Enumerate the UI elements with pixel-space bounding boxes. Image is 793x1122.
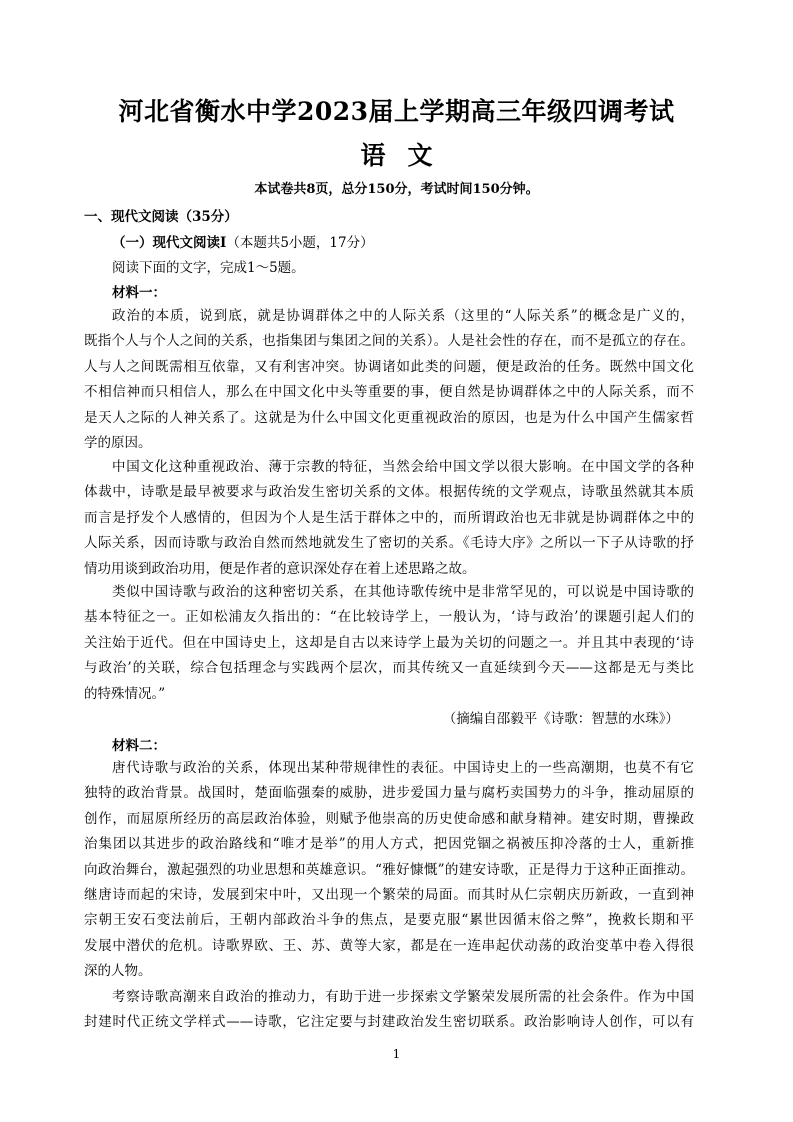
page-number: 1: [392, 1047, 401, 1061]
material2-label: 材料二：: [112, 738, 166, 754]
subsection-note: （本题共5小题，17分）: [226, 235, 374, 251]
text-line: 深的人物。: [84, 963, 152, 980]
exam-info: 本试卷共8页，总分150分，考试时间150分钟。: [254, 182, 539, 197]
text-line: 人与人之间既需相互依靠，又有利害冲突。协调诸如此类的问题，便是政治的任务。既然中国文化: [84, 358, 694, 375]
text-line: 创作，而屈原所经历的高层政治体验，则赋予他崇高的历史使命感和献身精神。建安时期，曹操政: [84, 810, 694, 827]
subject-title: 语文: [360, 141, 455, 170]
text-line: 继唐诗而起的宋诗，发展到宋中叶，又出现一个繁荣的局面。而其时从仁宗朝庆历新政，一直到神: [84, 886, 694, 903]
text-line: 发展中潜伏的危机。诗歌界欧、王、苏、黄等大家，都是在一连串起伏动荡的政治变革中卷入得很: [84, 937, 694, 954]
text-line: 与政治’的关联，综合包括理念与实践两个层次，而其传统又一直延续到今天——这都是无与类比: [84, 660, 694, 677]
text-line: 封建时代正统文学样式——诗歌，它注定要与封建政治发生密切联系。政治影响诗人创作，可以有: [84, 1014, 694, 1031]
text-line: 人际关系，因而诗歌与政治自然而然地就发生了密切的关系。《毛诗大序》之所以一下子从诗歌的抒: [84, 535, 694, 552]
reading-instruction: 阅读下面的文字，完成1～5题。: [112, 260, 305, 276]
text-line: 既指个人与个人之间的关系，也指集团与集团之间的关系）。人是社会性的存在，而不是孤立的存在。: [84, 333, 694, 350]
subsection-title: （一）现代文阅读Ⅰ: [112, 235, 227, 251]
text-line: 的特殊情况。”: [84, 685, 166, 702]
material1-label: 材料一：: [112, 285, 166, 301]
material1-paragraph-2: [84, 455, 694, 582]
section-heading: 一、现代文阅读（35分）: [84, 209, 238, 225]
material2-paragraph-1: [84, 756, 694, 985]
text-line: 独特的政治背景。战国时，楚面临强秦的威胁，进步爱国力量与腐朽卖国势力的斗争，推动屈原的: [84, 785, 694, 802]
subsection-heading: [112, 233, 374, 253]
text-line: 不相信神而只相信人，那么在中国文化中头等重要的事，便自然是协调群体之中的人际关系，而不: [84, 384, 694, 401]
text-line: 考察诗歌高潮来自政治的推动力，有助于进一步探索文学繁荣发展所需的社会条件。作为中国: [112, 989, 694, 1005]
text-line: 是天人之际的人神关系了。这就是为什么中国文化更重视政治的原因，也是为什么中国产生儒家哲: [84, 409, 694, 426]
text-line: 基本特征之一。正如松浦友久指出的：“在比较诗学上，一般认为，‘诗与政治’的课题引起人们的: [84, 609, 694, 626]
text-line: 政治的本质，说到底，就是协调群体之中的人际关系（这里的“人际关系”的概念是广义的，: [112, 308, 694, 324]
text-line: 治集团以其进步的政治路线和“唯才是举”的用人方式，把因党锢之祸被压抑冷落的士人，重新推: [84, 836, 694, 853]
text-line: 情功用谈到政治功用，便是作者的意识深处存在着上述思路之故。: [84, 560, 476, 577]
text-line: 关注始于近代。但在中国诗史上，这却是自古以来诗学上最为关切的问题之一。并且其中表现的‘诗: [84, 634, 694, 651]
text-line: 学的原因。: [84, 434, 152, 451]
material1-paragraph-1: [84, 304, 694, 456]
text-line: 而言是抒发个人感情的，但因为个人是生活于群体之中的，而所谓政治也无非就是协调群体之中的: [84, 509, 694, 526]
exam-title: 河北省衡水中学2023届上学期高三年级四调考试: [118, 97, 675, 126]
material1-paragraph-3: [84, 580, 694, 707]
material1-source: （摘编自邵毅平《诗歌：智慧的水珠》）: [442, 711, 679, 727]
material2-paragraph-2: [84, 985, 694, 1036]
text-line: 中国文化这种重视政治、薄于宗教的特征，当然会给中国文学以很大影响。在中国文学的各种: [112, 459, 694, 475]
text-line: 唐代诗歌与政治的关系，体现出某种带规律性的表征。中国诗史上的一些高潮期，也莫不有它: [112, 760, 694, 776]
text-line: 体裁中，诗歌是最早被要求与政治发生密切关系的文体。根据传统的文学观点，诗歌虽然就其本质: [84, 484, 694, 501]
text-line: 类似中国诗歌与政治的这种密切关系，在其他诗歌传统中是非常罕见的，可以说是中国诗歌的: [112, 584, 694, 600]
text-line: 向政治舞台，激起强烈的功业思想和英雄意识。“雅好慷慨”的建安诗歌，正是得力于这种正面推动。: [84, 861, 694, 878]
text-line: 宗朝王安石变法前后，王朝内部政治斗争的焦点，是要克服“累世因循末俗之弊”，挽救长期和平: [84, 912, 694, 929]
